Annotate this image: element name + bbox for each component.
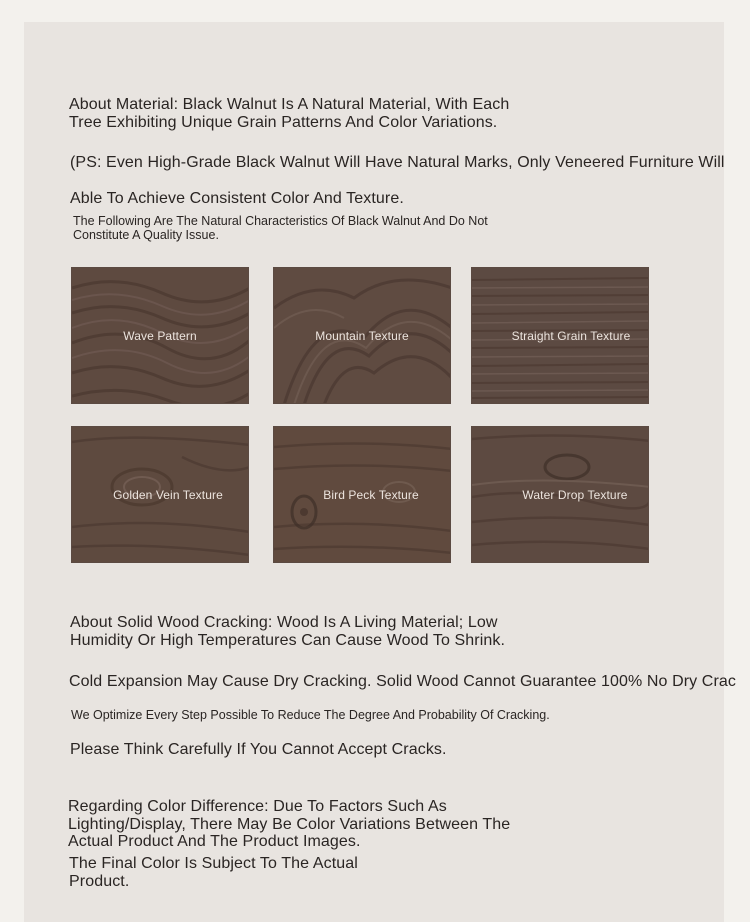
texture-tile-straight-grain [471,267,649,404]
color-heading-line3: Actual Product And The Product Images. [68,833,361,850]
cracking-note: We Optimize Every Step Possible To Reduce The Degree And Probability Of Cracking. [71,708,550,722]
cracking-heading-line2: Humidity Or High Temperatures Can Cause Wood To Shrink. [70,632,506,649]
texture-label-wave-pattern: Wave Pattern [123,328,197,343]
cracking-heading-line3: Cold Expansion May Cause Dry Cracking. Solid Wood Cannot Guarantee 100% No Dry Crac [69,673,736,690]
texture-tile-wave-pattern [71,267,249,404]
texture-tile-mountain [273,267,451,404]
texture-label-golden-vein: Golden Vein Texture [113,487,223,502]
texture-label-straight-grain: Straight Grain Texture [511,328,631,343]
color-heading-line5: Product. [69,873,130,890]
material-heading-line2: Tree Exhibiting Unique Grain Patterns And Color Variations. [69,114,498,131]
texture-tile-bird-peck [273,426,451,563]
material-heading-line1: About Material: Black Walnut Is A Natural Material, With Each [69,96,510,113]
cracking-warning: Please Think Carefully If You Cannot Accept Cracks. [70,741,447,758]
color-heading-line4: The Final Color Is Subject To The Actual [69,855,358,872]
material-ps-line1: (PS: Even High-Grade Black Walnut Will Have Natural Marks, Only Veneered Furniture Will [70,154,725,171]
material-note-line1: The Following Are The Natural Characteristics Of Black Walnut And Do Not [73,214,488,228]
material-note-line2: Constitute A Quality Issue. [73,228,219,242]
material-ps-line2: Able To Achieve Consistent Color And Texture. [70,190,404,207]
color-heading-line1: Regarding Color Difference: Due To Factors Such As [68,798,447,815]
texture-label-mountain: Mountain Texture [315,328,409,343]
color-heading-line2: Lighting/Display, There May Be Color Variations Between The [68,816,511,833]
texture-label-water-drop: Water Drop Texture [522,487,628,502]
texture-tile-golden-vein [71,426,249,563]
cracking-heading-line1: About Solid Wood Cracking: Wood Is A Living Material; Low [70,614,498,631]
texture-label-bird-peck: Bird Peck Texture [323,487,419,502]
texture-tile-water-drop [471,426,649,563]
